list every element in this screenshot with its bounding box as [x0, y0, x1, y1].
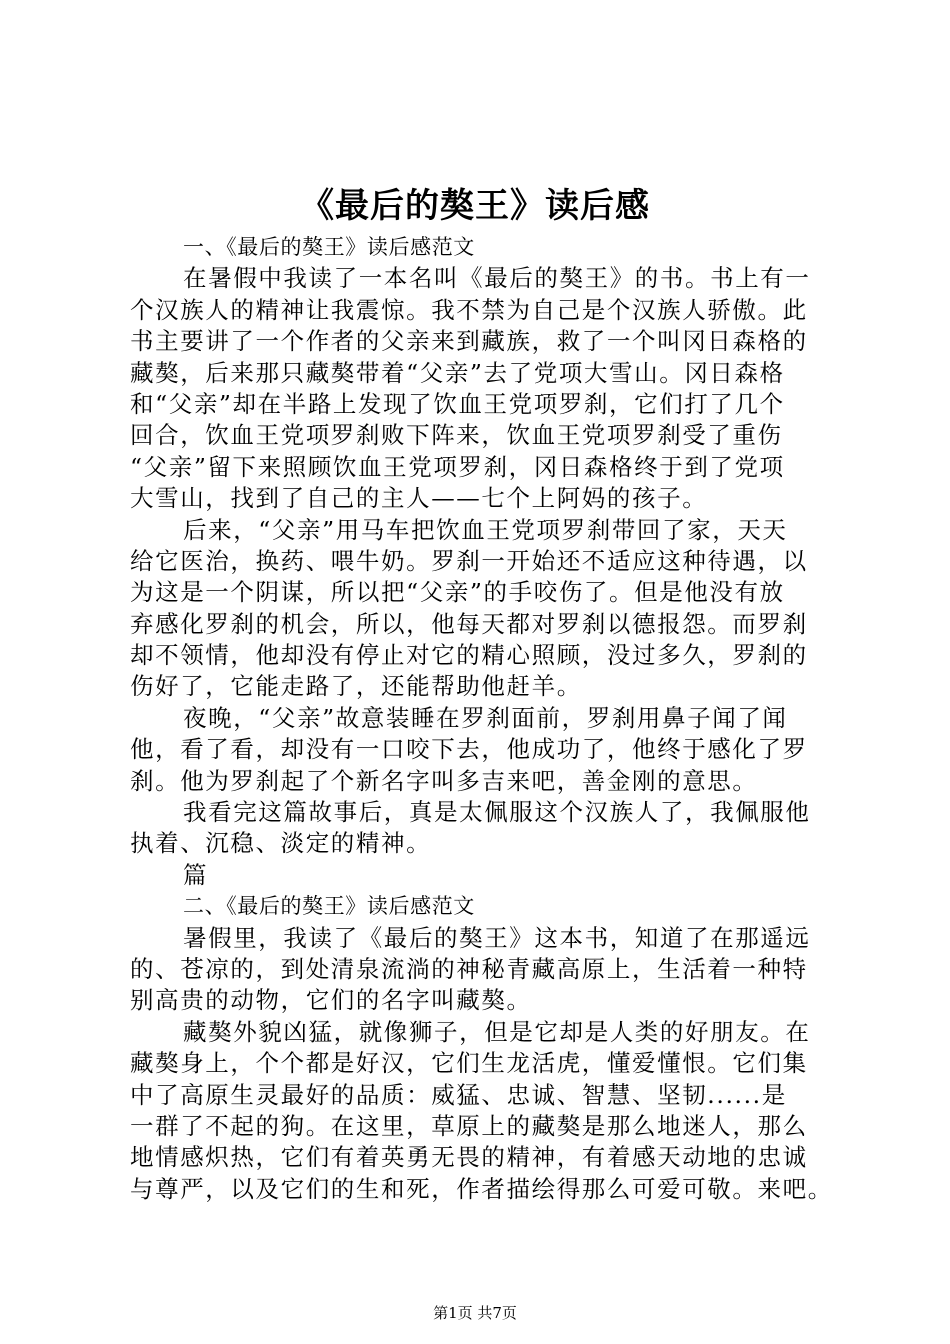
paragraph-line: 的、苍凉的，到处清泉流淌的神秘青藏高原上，生活着一种特 [130, 954, 808, 983]
paragraph-first-line: 在暑假中我读了一本名叫《最后的獒王》的书。书上有一 [183, 264, 811, 293]
paragraph-line: 与尊严，以及它们的生和死，作者描绘得那么可爱可敬。来吧。 [130, 1174, 833, 1203]
paragraph-line: 回合，饮血王党项罗刹败下阵来，饮血王党项罗刹受了重伤 [130, 421, 783, 450]
paragraph-line: 他，看了看，却没有一口咬下去，他成功了，他终于感化了罗 [130, 735, 808, 764]
section-heading: 一、《最后的獒王》读后感范文 [183, 235, 475, 259]
paragraph-line: 执着、沉稳、淡定的精神。 [130, 829, 432, 858]
paragraph-first-line: 后来，“父亲”用马车把饮血王党项罗刹带回了家，天天 [183, 515, 788, 544]
paragraph-first-line: 藏獒外貌凶猛，就像狮子，但是它却是人类的好朋友。在 [183, 1017, 811, 1046]
paragraph-first-line: 我看完这篇故事后，真是太佩服这个汉族人了，我佩服他 [183, 798, 811, 827]
paragraph-first-line: 篇 [183, 860, 209, 889]
paragraph-line: “父亲”留下来照顾饮血王党项罗刹，冈日森格终于到了党项 [130, 452, 785, 481]
paragraph-line: 刹。他为罗刹起了个新名字叫多吉来吧，善金刚的意思。 [130, 766, 758, 795]
paragraph-line: 和“父亲”却在半路上发现了饮血王党项罗刹，它们打了几个 [130, 389, 785, 418]
paragraph-line: 地情感炽热，它们有着英勇无畏的精神，有着感天动地的忠诚 [130, 1143, 808, 1172]
document-title: 《最后的獒王》读后感 [300, 186, 650, 226]
paragraph-line: 为这是一个阴谋，所以把“父亲”的手咬伤了。但是他没有放 [130, 578, 785, 607]
paragraph-line: 藏獒，后来那只藏獒带着“父亲”去了党项大雪山。冈日森格 [130, 358, 785, 387]
paragraph-line: 却不领情，他却没有停止对它的精心照顾，没过多久，罗刹的 [130, 641, 808, 670]
paragraph-line: 伤好了，它能走路了，还能帮助他赶羊。 [130, 672, 582, 701]
paragraph-first-line: 暑假里，我读了《最后的獒王》这本书，知道了在那遥远 [183, 923, 811, 952]
paragraph-line: 别高贵的动物，它们的名字叫藏獒。 [130, 986, 532, 1015]
paragraph-line: 一群了不起的狗。在这里，草原上的藏獒是那么地迷人，那么 [130, 1111, 808, 1140]
paragraph-line: 书主要讲了一个作者的父亲来到藏族，救了一个叫冈日森格的 [130, 327, 808, 356]
paragraph-first-line: 夜晚，“父亲”故意装睡在罗刹面前，罗刹用鼻子闻了闻 [183, 703, 788, 732]
paragraph-line: 大雪山，找到了自己的主人——七个上阿妈的孩子。 [130, 484, 708, 513]
paragraph-line: 中了高原生灵最好的品质：威猛、忠诚、智慧、坚韧......是 [130, 1080, 787, 1109]
paragraph-line: 个汉族人的精神让我震惊。我不禁为自己是个汉族人骄傲。此 [130, 295, 808, 324]
paragraph-line: 藏獒身上，个个都是好汉，它们生龙活虎，懂爱懂恨。它们集 [130, 1049, 808, 1078]
paragraph-line: 给它医治，换药、喂牛奶。罗刹一开始还不适应这种待遇，以 [130, 546, 808, 575]
page-footer: 第1页 共7页 [433, 1304, 517, 1322]
document-body [130, 232, 834, 1205]
section-heading: 二、《最后的獒王》读后感范文 [183, 894, 475, 919]
paragraph-line: 弃感化罗刹的机会，所以，他每天都对罗刹以德报怨。而罗刹 [130, 609, 808, 638]
